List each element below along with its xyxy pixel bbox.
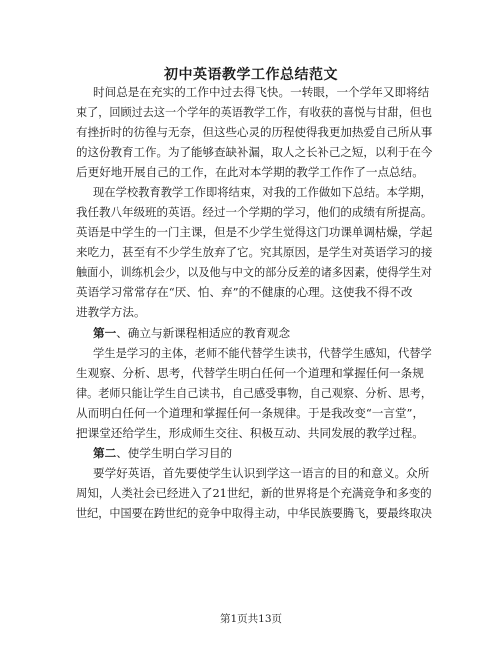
paragraph-line: 触面小，训练机会少，以及他与中文的部分反差的诸多因素，使得学生对 [76,265,433,279]
paragraph-line: 周知，人类社会已经进入了21世纪，新的世界将是个充满竞争和多变的 [76,486,432,500]
page-number-footer: 第1页共13页 [219,613,283,625]
paragraph-line: 生观察、分析、思考，代替学生明白任何一个道理和掌握任何一条规 [76,366,424,380]
section-heading-number: 第一 [93,326,117,340]
paragraph-line: 来吃力，甚至有不少学生放弃了它。究其原因，是学生对英语学习的接 [76,245,433,259]
section-heading-1 [93,326,290,340]
paragraph-line: 律。老师只能让学生自己读书，自己感受事物，自己观察、分析、思考， [76,386,433,400]
section-heading-text: 、确立与新课程相适应的教育观念 [116,326,291,340]
paragraph-line: 英语学习常常存在“厌、怕、弃”的不健康的心理。这使我不得不改 [76,285,413,299]
paragraph-line: 现在学校教育教学工作即将结束，对我的工作做如下总结。本学期， [93,185,432,199]
section-heading-text: 、使学生明白学习目的 [116,446,233,460]
paragraph-line: 我任教八年级班的英语。经过一个学期的学习，他们的成绩有所提高。 [76,205,433,219]
paragraph-line: 的这份教育工作。为了能够查缺补漏，取人之长补己之短，以利于在今 [76,145,433,159]
paragraph-line: 把课堂还给学生，形成师生交往、积极互动、共同发展的教学过程。 [76,426,424,440]
document-title: 初中英语教学工作总结范文 [164,67,338,83]
paragraph-line: 英语是中学生的一门主课，但是不少学生觉得这门功课单调枯燥，学起 [76,225,433,239]
section-heading-2 [93,446,232,460]
paragraph-line: 后更好地开展自己的工作，在此对本学期的教学工作作了一点总结。 [76,165,424,179]
paragraph-line: 进教学方法。 [76,305,146,319]
paragraph-line: 世纪，中国要在跨世纪的竞争中取得主动，中华民族要腾飞，要最终取决 [76,506,433,520]
paragraph-line: 学生是学习的主体，老师不能代替学生读书，代替学生感知，代替学 [93,346,432,360]
paragraph-line: 从而明白任何一个道理和掌握任何一条规律。于是我改变“一言堂”， [76,406,425,420]
paragraph-line: 要学好英语，首先要使学生认识到学这一语言的目的和意义。众所 [93,466,430,480]
section-heading-number: 第二 [93,446,117,460]
paragraph-line: 束了，回顾过去这一个学年的英语教学工作，有收获的喜悦与甘甜，但也 [76,105,433,119]
paragraph-line: 有挫折时的彷徨与无奈，但这些心灵的历程使得我更加热爱自己所从事 [76,125,433,139]
paragraph-line: 时间总是在充实的工作中过去得飞快。一转眼，一个学年又即将结 [93,85,430,99]
